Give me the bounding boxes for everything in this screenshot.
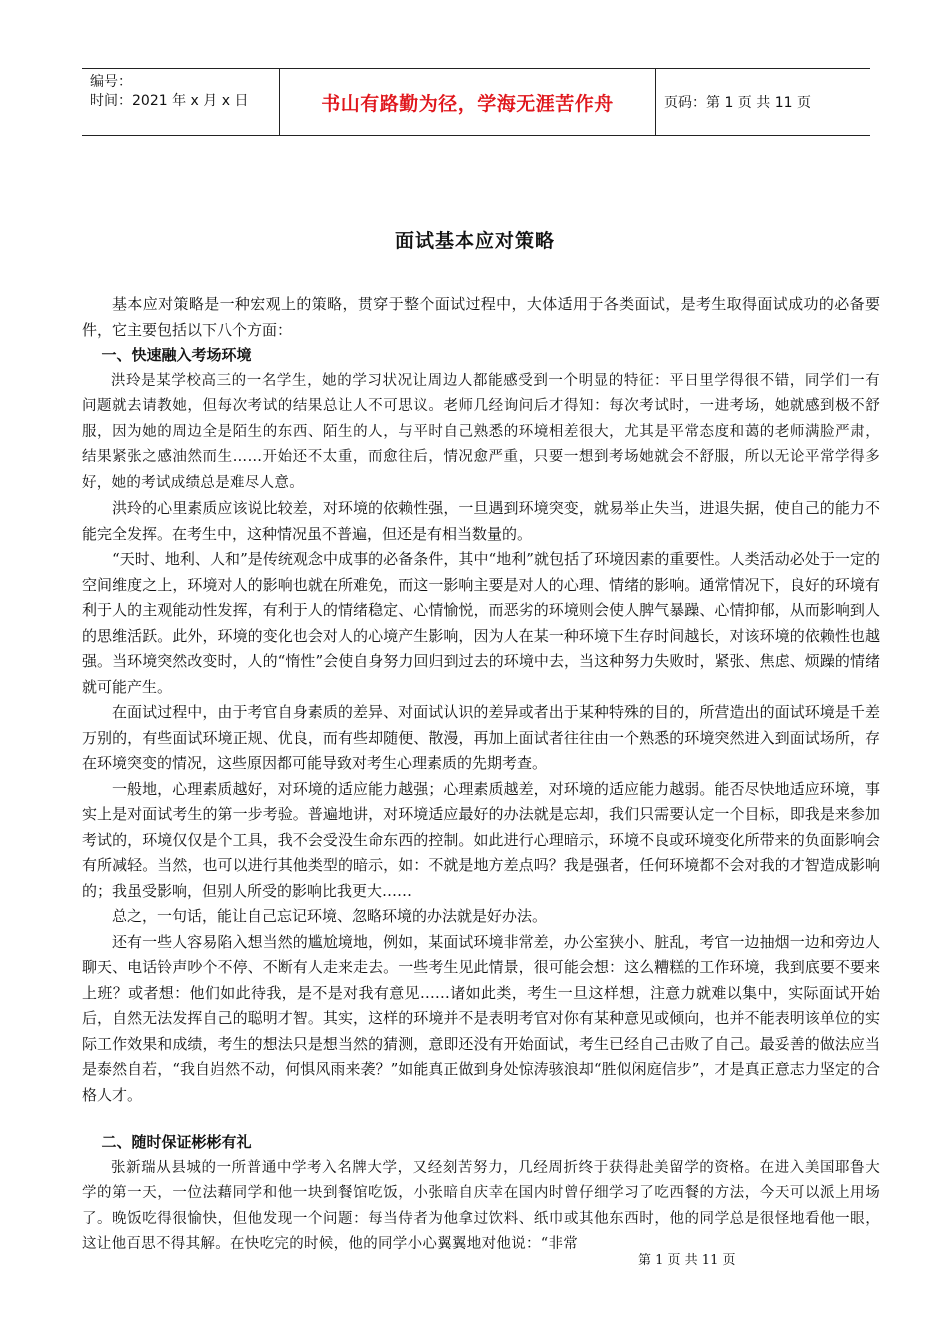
section-1-paragraph: 总之，一句话，能让自己忘记环境、忽略环境的办法就是好办法。 [112,907,548,925]
header-motto: 书山有路勤为径，学海无涯苦作舟 [280,69,656,135]
section-1-paragraph: 在面试过程中，由于考官自身素质的差异、对面试认识的差异或者出于某种特殊的目的，所营造出的面试环境是千差万别的，有些面试环境正规、优良，而有些却随便、散漫，再加上面试者往往由一个熟悉的环境突然进入到面试场所，存在环境突变的情况，这些原因都可能导致对考生心理素质的先期考查。 [82,703,880,772]
section-1-paragraph: 洪玲是某学校高三的一名学生，她的学习状况让周边人都能感受到一个明显的特征：平日里学得很不错，同学们一有问题就去请教她，但每次考试的结果总让人不可思议。老师几经询问后才得知：每次考试时，一进考场，她就感到极不舒服，因为她的周边全是陌生的东西、陌生的人，与平时自己熟悉的环境相差很大，尤其是平常态度和蔼的老师满脸严肃，结果紧张之感油然而生……开始还不太重，而愈往后，情况愈严重，只要一想到考场她就会不舒服，所以无论平常学得多好，她的考试成绩总是难尽人意。 [82,372,880,491]
section-1-paragraph: 还有一些人容易陷入想当然的尴尬境地，例如，某面试环境非常差，办公室狭小、脏乱，考官一边抽烟一边和旁边人聊天、电话铃声吵个不停、不断有人走来走去。一些考生见此情景，很可能会想：这么糟糕的工作环境，我到底要不要来上班？或者想：他们如此待我，是不是对我有意见……诸如此类，考生一旦这样想，注意力就难以集中，实际面试开始后，自然无法发挥自己的聪明才智。其实，这样的环境并不是表明考官对你有某种意见或倾向，也并不能表明该单位的实际工作效果和成绩，考生的想法只是想当然的猜测，意即还没有开始面试，考生已经自己击败了自己。最妥善的做法应当是泰然自若，“我自岿然不动，何惧风雨来袭？”如能真正做到身处惊涛骇浪却“胜似闲庭信步”，才是真正意志力坚定的合格人才。 [82,932,880,1104]
section-1-paragraph: 洪玲的心里素质应该说比较差，对环境的依赖性强，一旦遇到环境突变，就易举止失当，进退失据，使自己的能力不能完全发挥。在考生中，这种情况虽不普遍，但还是有相当数量的。 [82,499,880,543]
document-number-label: 编号： [90,74,132,90]
page-footer: 第 1 页 共 11 页 [638,1253,736,1268]
section-1-paragraph: 一般地，心理素质越好，对环境的适应能力越强；心理素质越差，对环境的适应能力越弱。能否尽快地适应环境，事实上是对面试考生的第一步考验。普遍地讲，对环境适应最好的办法就是忘却，我们只需要认定一个目标，即我是来参加考试的，环境仅仅是个工具，我不会受没生命东西的控制。如此进行心理暗示，环境不良或环境变化所带来的负面影响会有所减轻。当然，也可以进行其他类型的暗示，如：不就是地方差点吗？我是强者，任何环境都不会对我的才智造成影响的；我虽受影响，但别人所受的影响比我更大…… [82,779,880,900]
document-date-label: 时间：2021 年 x 月 x 日 [90,93,249,109]
section-2-heading: 二、随时保证彬彬有礼 [101,1133,252,1151]
page-header [82,68,870,136]
section-1-heading: 一、快速融入考场环境 [101,346,252,364]
document-body [82,292,880,1258]
document-title: 面试基本应对策略 [394,230,555,252]
section-1-paragraph: “天时、地利、人和”是传统观念中成事的必备条件，其中“地利”就包括了环境因素的重要性。人类活动必处于一定的空间维度之上，环境对人的影响也就在所难免，而这一影响主要是对人的心理、情绪的影响。通常情况下，良好的环境有利于人的主观能动性发挥，有利于人的情绪稳定、心情愉悦，而恶劣的环境则会使人脾气暴躁、心情抑郁，从而影响到人的思维活跃。此外，环境的变化也会对人的心境产生影响，因为人在某一种环境下生存时间越长，对该环境的依赖性也越强。当环境突然改变时，人的“惰性”会使自身努力回归到过去的环境中去，当这种努力失败时，紧张、焦虑、烦躁的情绪就可能产生。 [82,550,880,696]
header-page-info: 页码：第 1 页 共 11 页 [664,95,811,111]
intro-paragraph: 基本应对策略是一种宏观上的策略，贯穿于整个面试过程中，大体适用于各类面试，是考生取得面试成功的必备要件，它主要包括以下八个方面： [82,295,880,339]
header-left-cell [82,69,280,135]
section-2-paragraph: 张新瑞从县城的一所普通中学考入名牌大学，又经刻苦努力，几经周折终于获得赴美留学的资格。在进入美国耶鲁大学的第一天，一位法藉同学和他一块到餐馆吃饭，小张暗自庆幸在国内时曾仔细学习了吃西餐的方法，今天可以派上用场了。晚饭吃得很愉快，但他发现一个问题：每当侍者为他拿过饮料、纸巾或其他东西时，他的同学总是很怪地看他一眼，这让他百思不得其解。在快吃完的时候，他的同学小心翼翼地对他说：“非常 [82,1159,880,1252]
